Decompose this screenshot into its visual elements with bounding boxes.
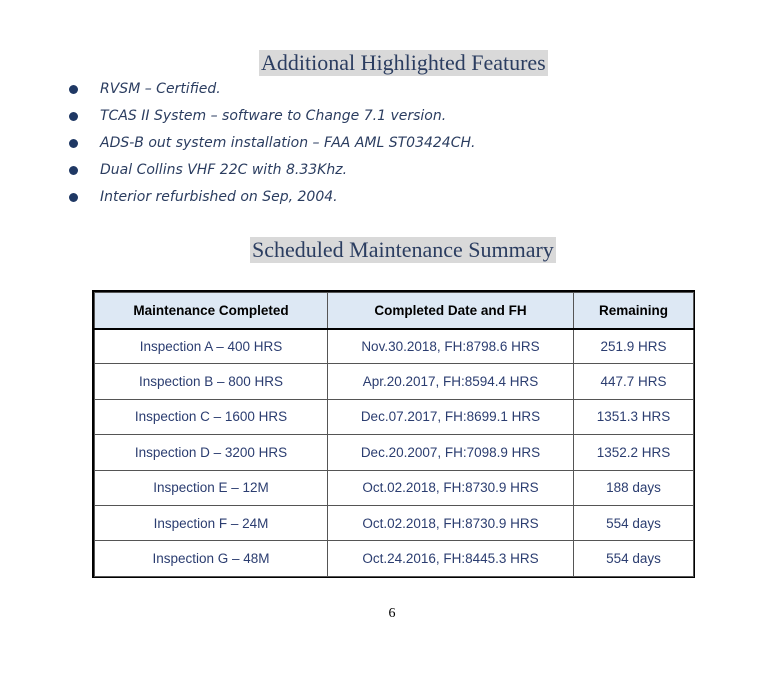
table-row bbox=[95, 329, 694, 364]
cell-date: Dec.20.2007, FH:7098.9 HRS bbox=[328, 435, 574, 470]
cell-remaining: 188 days bbox=[574, 470, 694, 505]
feature-item bbox=[66, 184, 475, 211]
cell-maintenance: Inspection E – 12M bbox=[95, 470, 328, 505]
maintenance-table-grid bbox=[94, 292, 694, 577]
bullet-icon bbox=[69, 166, 78, 175]
cell-maintenance: Inspection D – 3200 HRS bbox=[95, 435, 328, 470]
maintenance-table bbox=[92, 290, 695, 578]
feature-text: Dual Collins VHF 22C with 8.33Khz. bbox=[100, 162, 348, 178]
cell-maintenance: Inspection C – 1600 HRS bbox=[95, 399, 328, 434]
cell-date: Oct.24.2016, FH:8445.3 HRS bbox=[328, 541, 574, 576]
table-row bbox=[95, 541, 694, 576]
cell-maintenance: Inspection G – 48M bbox=[95, 541, 328, 576]
column-header-maintenance: Maintenance Completed bbox=[95, 293, 328, 329]
cell-date: Nov.30.2018, FH:8798.6 HRS bbox=[328, 329, 574, 364]
cell-remaining: 251.9 HRS bbox=[574, 329, 694, 364]
feature-text: ADS-B out system installation – FAA AML ST03424CH. bbox=[100, 135, 476, 151]
cell-remaining: 447.7 HRS bbox=[574, 364, 694, 399]
table-row bbox=[95, 435, 694, 470]
table-row bbox=[95, 470, 694, 505]
features-list bbox=[66, 76, 475, 211]
feature-text: Interior refurbished on Sep, 2004. bbox=[100, 189, 338, 205]
cell-remaining: 554 days bbox=[574, 541, 694, 576]
table-row bbox=[95, 505, 694, 540]
feature-item bbox=[66, 103, 475, 130]
cell-date: Oct.02.2018, FH:8730.9 HRS bbox=[328, 470, 574, 505]
feature-item bbox=[66, 157, 475, 184]
features-title: Additional Highlighted Features bbox=[261, 50, 546, 75]
cell-maintenance: Inspection B – 800 HRS bbox=[95, 364, 328, 399]
column-header-remaining: Remaining bbox=[574, 293, 694, 329]
cell-date: Oct.02.2018, FH:8730.9 HRS bbox=[328, 505, 574, 540]
bullet-icon bbox=[69, 193, 78, 202]
table-row bbox=[95, 399, 694, 434]
page-number: 6 bbox=[388, 606, 396, 621]
cell-remaining: 554 days bbox=[574, 505, 694, 540]
column-header-date: Completed Date and FH bbox=[328, 293, 574, 329]
table-header-row bbox=[95, 293, 694, 329]
cell-date: Apr.20.2017, FH:8594.4 HRS bbox=[328, 364, 574, 399]
bullet-icon bbox=[69, 85, 78, 94]
cell-date: Dec.07.2017, FH:8699.1 HRS bbox=[328, 399, 574, 434]
feature-text: TCAS II System – software to Change 7.1 version. bbox=[100, 108, 447, 124]
feature-text: RVSM – Certified. bbox=[100, 81, 221, 97]
feature-item bbox=[66, 76, 475, 103]
cell-remaining: 1352.2 HRS bbox=[574, 435, 694, 470]
maintenance-title: Scheduled Maintenance Summary bbox=[252, 237, 554, 262]
cell-maintenance: Inspection A – 400 HRS bbox=[95, 329, 328, 364]
cell-maintenance: Inspection F – 24M bbox=[95, 505, 328, 540]
bullet-icon bbox=[69, 112, 78, 121]
feature-item bbox=[66, 130, 475, 157]
cell-remaining: 1351.3 HRS bbox=[574, 399, 694, 434]
bullet-icon bbox=[69, 139, 78, 148]
table-row bbox=[95, 364, 694, 399]
